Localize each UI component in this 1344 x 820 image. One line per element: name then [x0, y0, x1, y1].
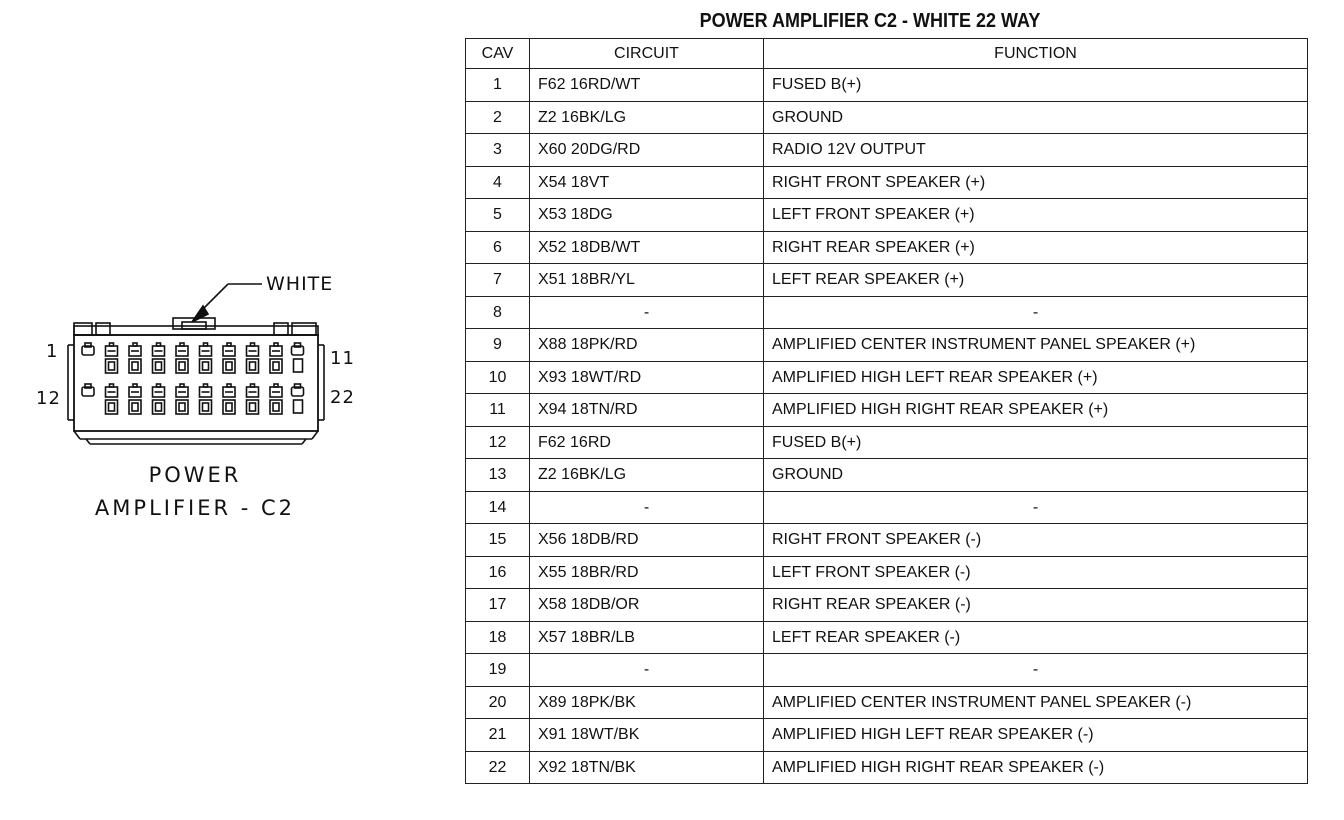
cav-cell: 20 [466, 686, 530, 719]
pin-cavity [132, 362, 138, 370]
table-row [466, 524, 1308, 557]
table-row [466, 329, 1308, 362]
circuit-cell: X57 18BR/LB [530, 621, 764, 654]
function-cell: GROUND [764, 101, 1308, 134]
function-cell: - [764, 491, 1308, 524]
ridge-cap [274, 323, 288, 335]
header-function: FUNCTION [764, 39, 1308, 69]
pin-cavity [204, 384, 208, 387]
function-cell: LEFT REAR SPEAKER (-) [764, 621, 1308, 654]
function-cell: - [764, 296, 1308, 329]
pin-cavity [176, 400, 188, 414]
table-row [466, 686, 1308, 719]
pin-cavity [270, 359, 282, 373]
circuit-cell: X93 18WT/RD [530, 361, 764, 394]
pin-cavity [274, 384, 278, 387]
pin-cavity [109, 403, 115, 411]
pin-cavity [251, 343, 255, 346]
header-circuit: CIRCUIT [530, 39, 764, 69]
pinout-table [465, 38, 1308, 784]
pin-cavity [273, 362, 279, 370]
function-cell: AMPLIFIED HIGH RIGHT REAR SPEAKER (+) [764, 394, 1308, 427]
function-cell: RADIO 12V OUTPUT [764, 134, 1308, 167]
caption-line-2: AMPLIFIER - C2 [94, 496, 296, 520]
circuit-cell: X52 18DB/WT [530, 231, 764, 264]
pin-cavity [153, 359, 165, 373]
pin-cavity [295, 384, 301, 388]
pin-cavity [180, 343, 184, 346]
function-cell: RIGHT FRONT SPEAKER (+) [764, 166, 1308, 199]
circuit-cell: X58 18DB/OR [530, 589, 764, 622]
circuit-cell: X60 20DG/RD [530, 134, 764, 167]
table-row [466, 296, 1308, 329]
pin-cavity [180, 384, 184, 387]
cav-cell: 4 [466, 166, 530, 199]
pin-cavity [106, 359, 118, 373]
circuit-cell: X56 18DB/RD [530, 524, 764, 557]
circuit-cell: X94 18TN/RD [530, 394, 764, 427]
bottom-step [74, 431, 80, 439]
pin-cavity [273, 403, 279, 411]
table-row [466, 621, 1308, 654]
ridge-cap [292, 323, 316, 335]
table-row [466, 719, 1308, 752]
function-cell: AMPLIFIED CENTER INSTRUMENT PANEL SPEAKER (-) [764, 686, 1308, 719]
pin-cavity [200, 359, 212, 373]
function-cell: AMPLIFIED CENTER INSTRUMENT PANEL SPEAKER (+) [764, 329, 1308, 362]
table-row [466, 459, 1308, 492]
cav-cell: 11 [466, 394, 530, 427]
pin-cavity [203, 362, 209, 370]
circuit-cell: X51 18BR/YL [530, 264, 764, 297]
ridge-cap [74, 323, 92, 335]
circuit-cell: F62 16RD [530, 426, 764, 459]
cav-cell: 14 [466, 491, 530, 524]
pin-cavity [250, 362, 256, 370]
function-cell: LEFT REAR SPEAKER (+) [764, 264, 1308, 297]
cav-cell: 9 [466, 329, 530, 362]
cav-cell: 18 [466, 621, 530, 654]
circuit-cell: X88 18PK/RD [530, 329, 764, 362]
table-row [466, 394, 1308, 427]
cav-cell: 3 [466, 134, 530, 167]
function-cell: RIGHT REAR SPEAKER (+) [764, 231, 1308, 264]
pin-cavity [200, 400, 212, 414]
pin-cavity [110, 384, 114, 387]
circuit-cell: - [530, 654, 764, 687]
pin-cavity [85, 384, 91, 388]
circuit-cell: X55 18BR/RD [530, 556, 764, 589]
circuit-cell: Z2 16BK/LG [530, 101, 764, 134]
table-header-row [466, 39, 1308, 69]
pin-label-11: 11 [330, 348, 355, 369]
pin-cavity [179, 403, 185, 411]
cav-cell: 12 [466, 426, 530, 459]
pin-cavity [223, 359, 235, 373]
table-row [466, 589, 1308, 622]
pin-cavity [270, 400, 282, 414]
function-cell: AMPLIFIED HIGH LEFT REAR SPEAKER (+) [764, 361, 1308, 394]
pin-cavity [129, 359, 141, 373]
cav-cell: 22 [466, 751, 530, 784]
pin-cavity [223, 400, 235, 414]
caption-line-1: POWER [148, 463, 242, 487]
function-cell: - [764, 654, 1308, 687]
pin-cavity [227, 384, 231, 387]
pin-cavity [179, 362, 185, 370]
circuit-cell: X91 18WT/BK [530, 719, 764, 752]
circuit-cell: X92 18TN/BK [530, 751, 764, 784]
connector-caption [60, 459, 330, 525]
ridge-cap [96, 323, 110, 335]
pin-cavity [132, 403, 138, 411]
cav-cell: 17 [466, 589, 530, 622]
circuit-cell: - [530, 491, 764, 524]
leader-arrowhead [192, 306, 208, 322]
table-row [466, 101, 1308, 134]
table-row [466, 69, 1308, 102]
pin-cavity [133, 343, 137, 346]
function-cell: RIGHT FRONT SPEAKER (-) [764, 524, 1308, 557]
cav-cell: 15 [466, 524, 530, 557]
circuit-cell: F62 16RD/WT [530, 69, 764, 102]
table-row [466, 751, 1308, 784]
circuit-cell: X53 18DG [530, 199, 764, 232]
white-color-label: WHITE [266, 273, 334, 295]
table-row [466, 199, 1308, 232]
pin-cavity [294, 359, 303, 372]
table-body [466, 69, 1308, 784]
pin-cavity [294, 400, 303, 413]
table-row [466, 426, 1308, 459]
pin-cavity [157, 384, 161, 387]
cav-cell: 7 [466, 264, 530, 297]
pin-cavity [203, 403, 209, 411]
pin-label-22: 22 [330, 387, 355, 408]
connector-diagram [0, 0, 460, 820]
pin-label-1: 1 [46, 341, 58, 362]
circuit-cell: X54 18VT [530, 166, 764, 199]
bottom-step [312, 431, 318, 439]
pin-cavity [85, 343, 91, 347]
table-row [466, 361, 1308, 394]
pin-cavity [247, 359, 259, 373]
table-row [466, 264, 1308, 297]
pin-cavity [106, 400, 118, 414]
pin-cavities [82, 343, 304, 414]
pin-cavity [250, 403, 256, 411]
cav-cell: 10 [466, 361, 530, 394]
function-cell: AMPLIFIED HIGH LEFT REAR SPEAKER (-) [764, 719, 1308, 752]
cav-cell: 2 [466, 101, 530, 134]
pin-cavity [156, 362, 162, 370]
table-row [466, 134, 1308, 167]
cav-cell: 5 [466, 199, 530, 232]
cav-cell: 19 [466, 654, 530, 687]
cav-cell: 13 [466, 459, 530, 492]
header-cav: CAV [466, 39, 530, 69]
function-cell: FUSED B(+) [764, 69, 1308, 102]
table-row [466, 166, 1308, 199]
cav-cell: 6 [466, 231, 530, 264]
pin-cavity [204, 343, 208, 346]
table-row [466, 231, 1308, 264]
table-row [466, 556, 1308, 589]
pin-cavity [157, 343, 161, 346]
function-cell: AMPLIFIED HIGH RIGHT REAR SPEAKER (-) [764, 751, 1308, 784]
cav-cell: 21 [466, 719, 530, 752]
table-row [466, 654, 1308, 687]
function-cell: GROUND [764, 459, 1308, 492]
pin-cavity [247, 400, 259, 414]
function-cell: RIGHT REAR SPEAKER (-) [764, 589, 1308, 622]
pin-cavity [176, 359, 188, 373]
pin-cavity [226, 403, 232, 411]
pin-cavity [274, 343, 278, 346]
circuit-cell: - [530, 296, 764, 329]
function-cell: LEFT FRONT SPEAKER (+) [764, 199, 1308, 232]
pin-cavity [129, 400, 141, 414]
pin-cavity [153, 400, 165, 414]
pin-label-12: 12 [36, 388, 61, 409]
function-cell: FUSED B(+) [764, 426, 1308, 459]
table-row [466, 491, 1308, 524]
pin-cavity [156, 403, 162, 411]
pin-cavity [133, 384, 137, 387]
cav-cell: 16 [466, 556, 530, 589]
cav-cell: 1 [466, 69, 530, 102]
pin-cavity [227, 343, 231, 346]
pin-cavity [295, 343, 301, 347]
circuit-cell: X89 18PK/BK [530, 686, 764, 719]
pin-cavity [109, 362, 115, 370]
circuit-cell: Z2 16BK/LG [530, 459, 764, 492]
table-title: POWER AMPLIFIER C2 - WHITE 22 WAY [699, 10, 1041, 32]
cav-cell: 8 [466, 296, 530, 329]
pin-cavity [110, 343, 114, 346]
function-cell: LEFT FRONT SPEAKER (-) [764, 556, 1308, 589]
pin-cavity [226, 362, 232, 370]
pin-cavity [251, 384, 255, 387]
